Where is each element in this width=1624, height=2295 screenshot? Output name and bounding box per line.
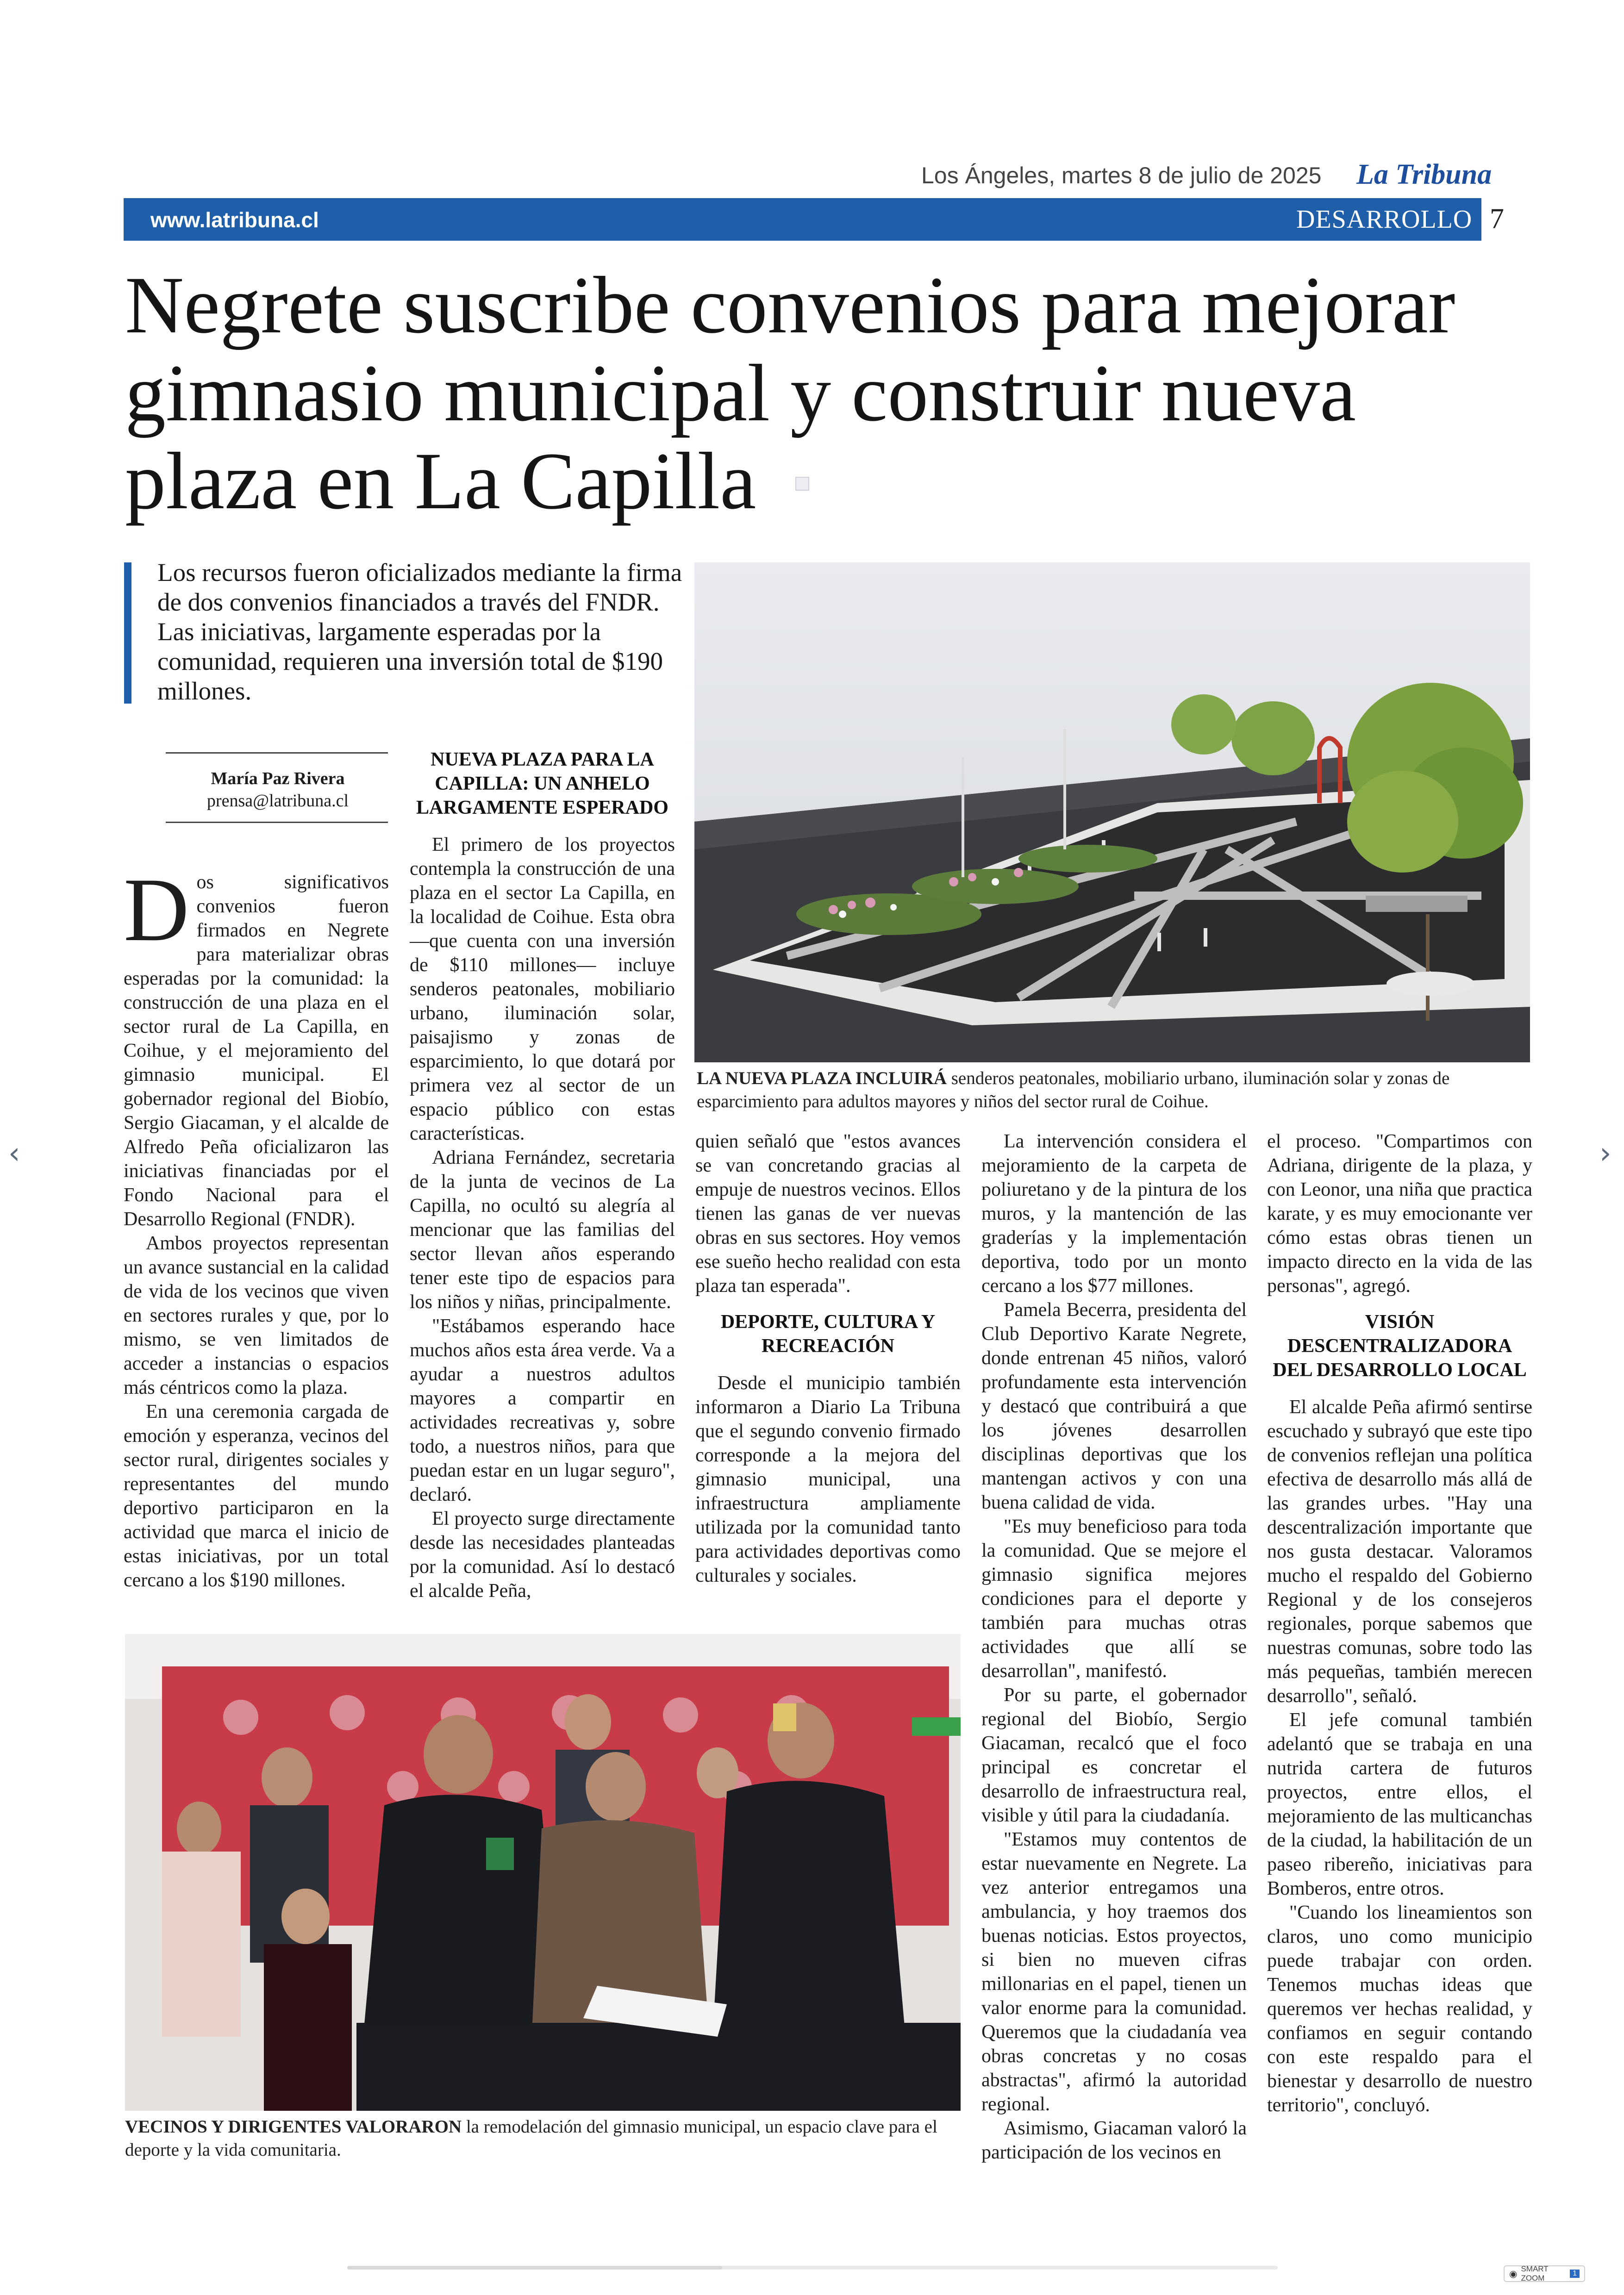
article-column-5: el proceso. "Compartimos con Adriana, dirigente de la plaza, y con Leonor, una niña que practica karate, y es muy emocionante ver cómo estas obras tienen un impacto directo en la vida de las personas", agregó. VISIÓN DESCENTRALIZADORA DEL DESARROLLO LOCAL El alcalde Peña afirmó sentirse escuchado y subrayó que este tipo de convenios reflejan una política efectiva de desarrollo más allá de las grandes urbes. "Hay una descentralización importante que nos gusta destacar. Valoramos mucho el respaldo del Gobierno Regional y de los consejeros regionales, porque sabemos que nuestras comunas, sobre todo las más pequeñas, también merecen desarrollo", señaló. El jefe comunal también adelantó que se trabaja en una nutrida cartera de futuros proyectos, entre ellos, el mejoramiento de las multicanchas de la ciudad, la habilitación de un paseo ribereño, iniciativas para Bomberos, entre otros. "Cuando los lineamientos son claros, uno como municipio puede trabajar con orden. Tenemos muchas ideas que queremos ver hechas realidad, y confiamos en seguir contando con este respaldo para el bienestar y desarrollo de nuestro territorio", concluyó. (1267, 1131, 1532, 2116)
headline: Negrete suscribe convenios para mejorar gimnasio municipal y construir nueva plaza en La Capilla (125, 260, 1455, 526)
section-bar (124, 198, 1499, 241)
smart-zoom-button[interactable] (1504, 2265, 1585, 2282)
page-number: 7 (1490, 203, 1504, 235)
edit-marker-icon (795, 477, 809, 491)
chevron-left-icon[interactable]: ‹ (8, 1136, 20, 1171)
byline-rule-bottom (166, 822, 388, 823)
dateline: Los Ángeles, martes 8 de julio de 2025 (921, 162, 1322, 188)
byline-author: María Paz Rivera (211, 769, 345, 788)
subhead-plaza: NUEVA PLAZA PARA LA CAPILLA: UN ANHELO LARGAMENTE ESPERADO (416, 749, 668, 818)
byline-rule-top (166, 752, 388, 754)
subhead-vision: VISIÓN DESCENTRALIZADORA DEL DESARROLLO LOCAL (1273, 1311, 1527, 1381)
signing-ceremony-photo (125, 1634, 961, 2111)
zoom-badge: 1 (1570, 2270, 1580, 2278)
article-column-4: La intervención considera el mejoramiento de la carpeta de poliuretano y de la pintura de los muros, y la mantención de las graderías y la implementación deportiva, todo por un monto cercano a los $77 millones. Pamela Becerra, presidenta del Club Deportivo Karate Negrete, donde entrenan 45 niños, valoró profundamente esta intervención y destacó que contribuirá a que los jóvenes desarrollen disciplinas deportivas que los mantengan activos y con una buena calidad de vida. "Es muy beneficioso para toda la comunidad. Que se mejore el gimnasio significa mejores condiciones para el deporte y también para muchas otras actividades que allí se desarrollan", manifestó. Por su parte, el gobernador regional del Biobío, Sergio Giacaman, recalcó que el foco principal es concretar el desarrollo de infraestructura real, visible y útil para la ciudadanía. "Estamos muy contentos de estar nuevamente en Negrete. La vez anterior entregamos una ambulancia, y hoy traemos dos buenas noticias. Estos proyectos, si bien no mueven cifras millonarias en el papel, tienen un valor enorme para la comunidad. Queremos que la ciudadanía vea obras concretas y no cosas abstractas", afirmó la autoridad regional. Asimismo, Giacaman valoró la participación de los vecinos en (981, 1131, 1247, 2163)
photo-caption: VECINOS Y DIRIGENTES VALORARON la remodelación del gimnasio municipal, un espacio clave para el deporte y la vida comunitaria. (125, 2117, 937, 2160)
page-number-box (1481, 198, 1530, 241)
page-scrollbar-thumb[interactable] (347, 2266, 722, 2270)
eye-icon: ◉ (1509, 2269, 1518, 2279)
lead-accent-bar (124, 562, 131, 704)
drop-cap: D (124, 860, 189, 960)
article-column-2: NUEVA PLAZA PARA LA CAPILLA: UN ANHELO LARGAMENTE ESPERADO El primero de los proyectos contempla la construcción de una plaza en el sector La Capilla, en la localidad de Coihue. Esta obra —que cuenta con una inversión de $110 millones— incluye senderos peatonales, mobiliario urbano, iluminación solar, paisajismo y zonas de esparcimiento, lo que dotará por primera vez al sector de un espacio público con estas características. Adriana Fernández, secretaria de la junta de vecinos de La Capilla, no ocultó su alegría al mencionar que las familias del sector llevan años esperando tener este tipo de espacios para los niños y niñas, principalmente. "Estábamos esperando hace muchos años esta área verde. Va a ayudar a nuestros adultos mayores a compartir en actividades recreativas y, sobre todo, a nuestros niños, para que puedan estar en un lugar seguro", declaró. El proyecto surge directamente desde las necesidades planteadas por la comunidad. Así lo destacó el alcalde Peña, (410, 748, 675, 1603)
site-url[interactable]: www.latribuna.cl (150, 208, 319, 232)
section-label: DESARROLLO (1296, 205, 1473, 234)
chevron-right-icon[interactable]: › (1599, 1136, 1612, 1171)
lead-paragraph: Los recursos fueron oficializados mediante la firma de dos convenios financiados a través del FNDR. Las iniciativas, largamente esperadas por la comunidad, requieren una inversión total de $190 millones. (157, 558, 682, 705)
article-column-1: Dos significativos convenios fueron firmados en Negrete para materializar obras esperadas por la comunidad: la construcción de una plaza en el sector rural de La Capilla, en Coihue, y el mejoramiento del gimnasio municipal. El gobernador regional del Biobío, Sergio Giacaman, y el alcalde de Alfredo Peña oficializaron las iniciativas financiadas por el Fondo Nacional para el Desarrollo Regional (FNDR). Ambos proyectos representan un avance sustancial en la calidad de vida de los vecinos que viven en sectores rurales y que, por lo mismo, se ven limitados de acceder a instancias o espacios más céntricos como la plaza. En una ceremonia cargada de emoción y esperanza, vecinos del sector rural, dirigentes sociales y representantes del mundo deportivo participaron en la actividad que marca el inicio de estas iniciativas, por un total cercano a los $190 millones. (124, 860, 389, 1591)
plaza-rendering-image (694, 562, 1530, 1062)
plaza-image-caption: LA NUEVA PLAZA INCLUIRÁ senderos peatonales, mobiliario urbano, iluminación solar y zonas de esparcimiento para adultos mayores y niños del sector rural de Coihue. (697, 1068, 1450, 1111)
masthead-logo: La Tribuna (1356, 159, 1492, 190)
smart-zoom-label: SMART ZOOM (1521, 2264, 1549, 2283)
byline-email[interactable]: prensa@latribuna.cl (206, 791, 349, 811)
subhead-deporte: DEPORTE, CULTURA Y RECREACIÓN (720, 1311, 936, 1357)
article-column-3: quien señaló que "estos avances se van concretando gracias al empuje de nuestros vecinos. Ellos tienen las ganas de ver nuevas obras en sus sectores. Hoy vemos ese sueño hecho realidad con esta plaza tan esperada". DEPORTE, CULTURA Y RECREACIÓN Desde el municipio también informaron a Diario La Tribuna que el segundo convenio firmado corresponde a la mejora del gimnasio municipal, una infraestructura ampliamente utilizada por la comunidad tanto para actividades deportivas como culturales y sociales. (695, 1131, 961, 1586)
